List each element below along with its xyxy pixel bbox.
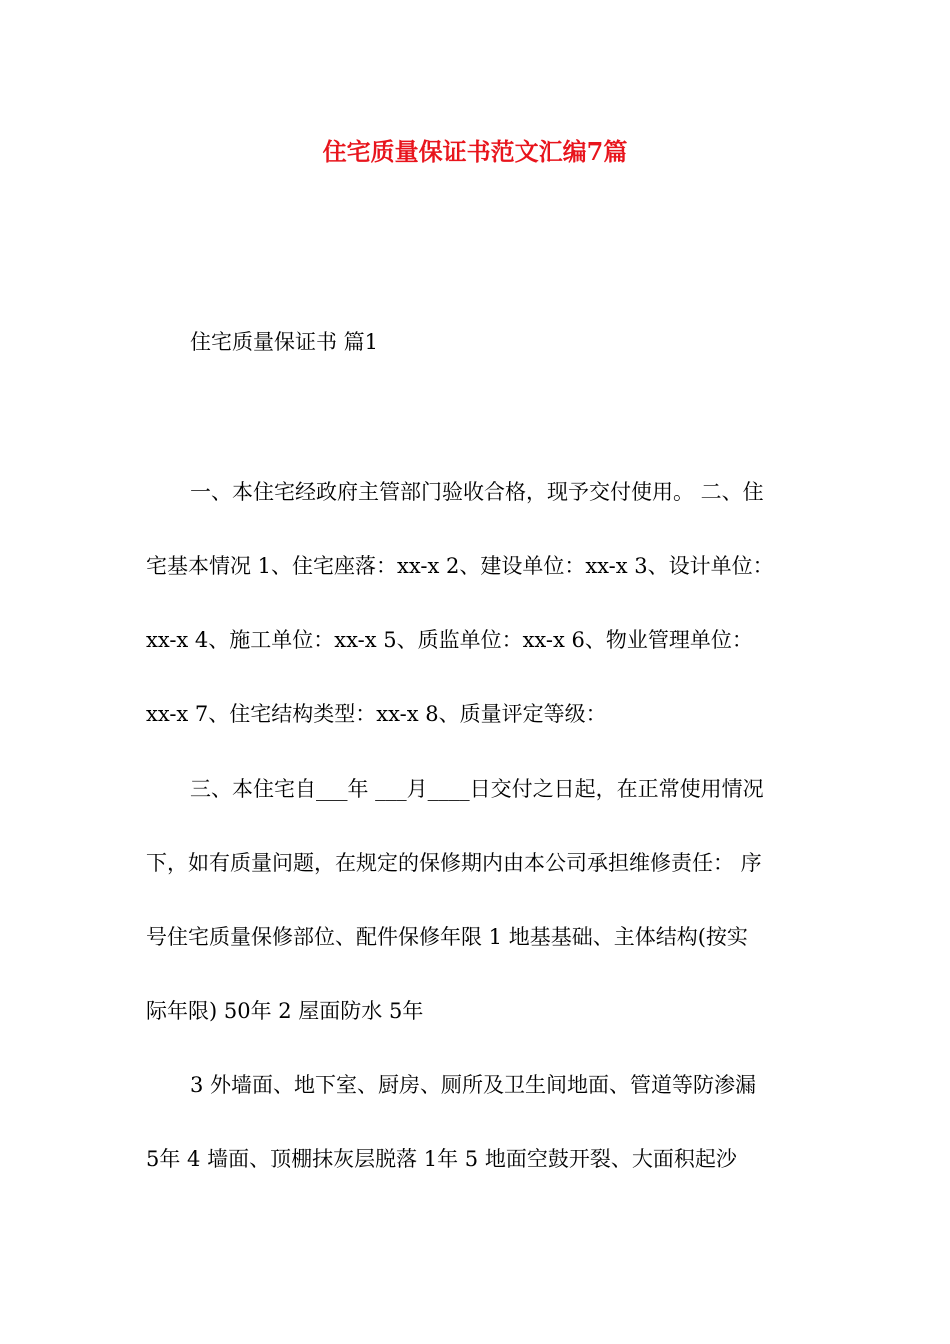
paragraph-line: 宅基本情况 1、住宅座落：xx-x 2、建设单位：xx-x 3、设计单位：	[146, 554, 774, 578]
document-title: 住宅质量保证书范文汇编7篇	[322, 137, 628, 166]
paragraph-line: 下，如有质量问题，在规定的保修期内由本公司承担维修责任： 序	[146, 851, 762, 875]
paragraph-line: 3 外墙面、地下室、厨房、厕所及卫生间地面、管道等防渗漏	[190, 1073, 757, 1097]
paragraph-line: xx-x 4、施工单位：xx-x 5、质监单位：xx-x 6、物业管理单位：	[146, 628, 753, 652]
paragraph-line: 际年限) 50年 2 屋面防水 5年	[146, 999, 424, 1023]
section-heading: 住宅质量保证书 篇1	[190, 330, 379, 354]
paragraph-line: 三、本住宅自___年 ___月____日交付之日起，在正常使用情况	[190, 777, 764, 801]
paragraph-line: 号住宅质量保修部位、配件保修年限 1 地基基础、主体结构(按实	[146, 925, 748, 949]
paragraph-line: 一、本住宅经政府主管部门验收合格，现予交付使用。 二、住	[190, 480, 764, 504]
paragraph-basic-info	[146, 455, 810, 751]
paragraph-warranty-items	[146, 1048, 810, 1196]
paragraph-warranty-terms	[146, 752, 810, 1048]
paragraph-line: 5年 4 墙面、顶棚抹灰层脱落 1年 5 地面空鼓开裂、大面积起沙	[146, 1147, 737, 1171]
paragraph-line: xx-x 7、住宅结构类型：xx-x 8、质量评定等级：	[146, 702, 607, 726]
